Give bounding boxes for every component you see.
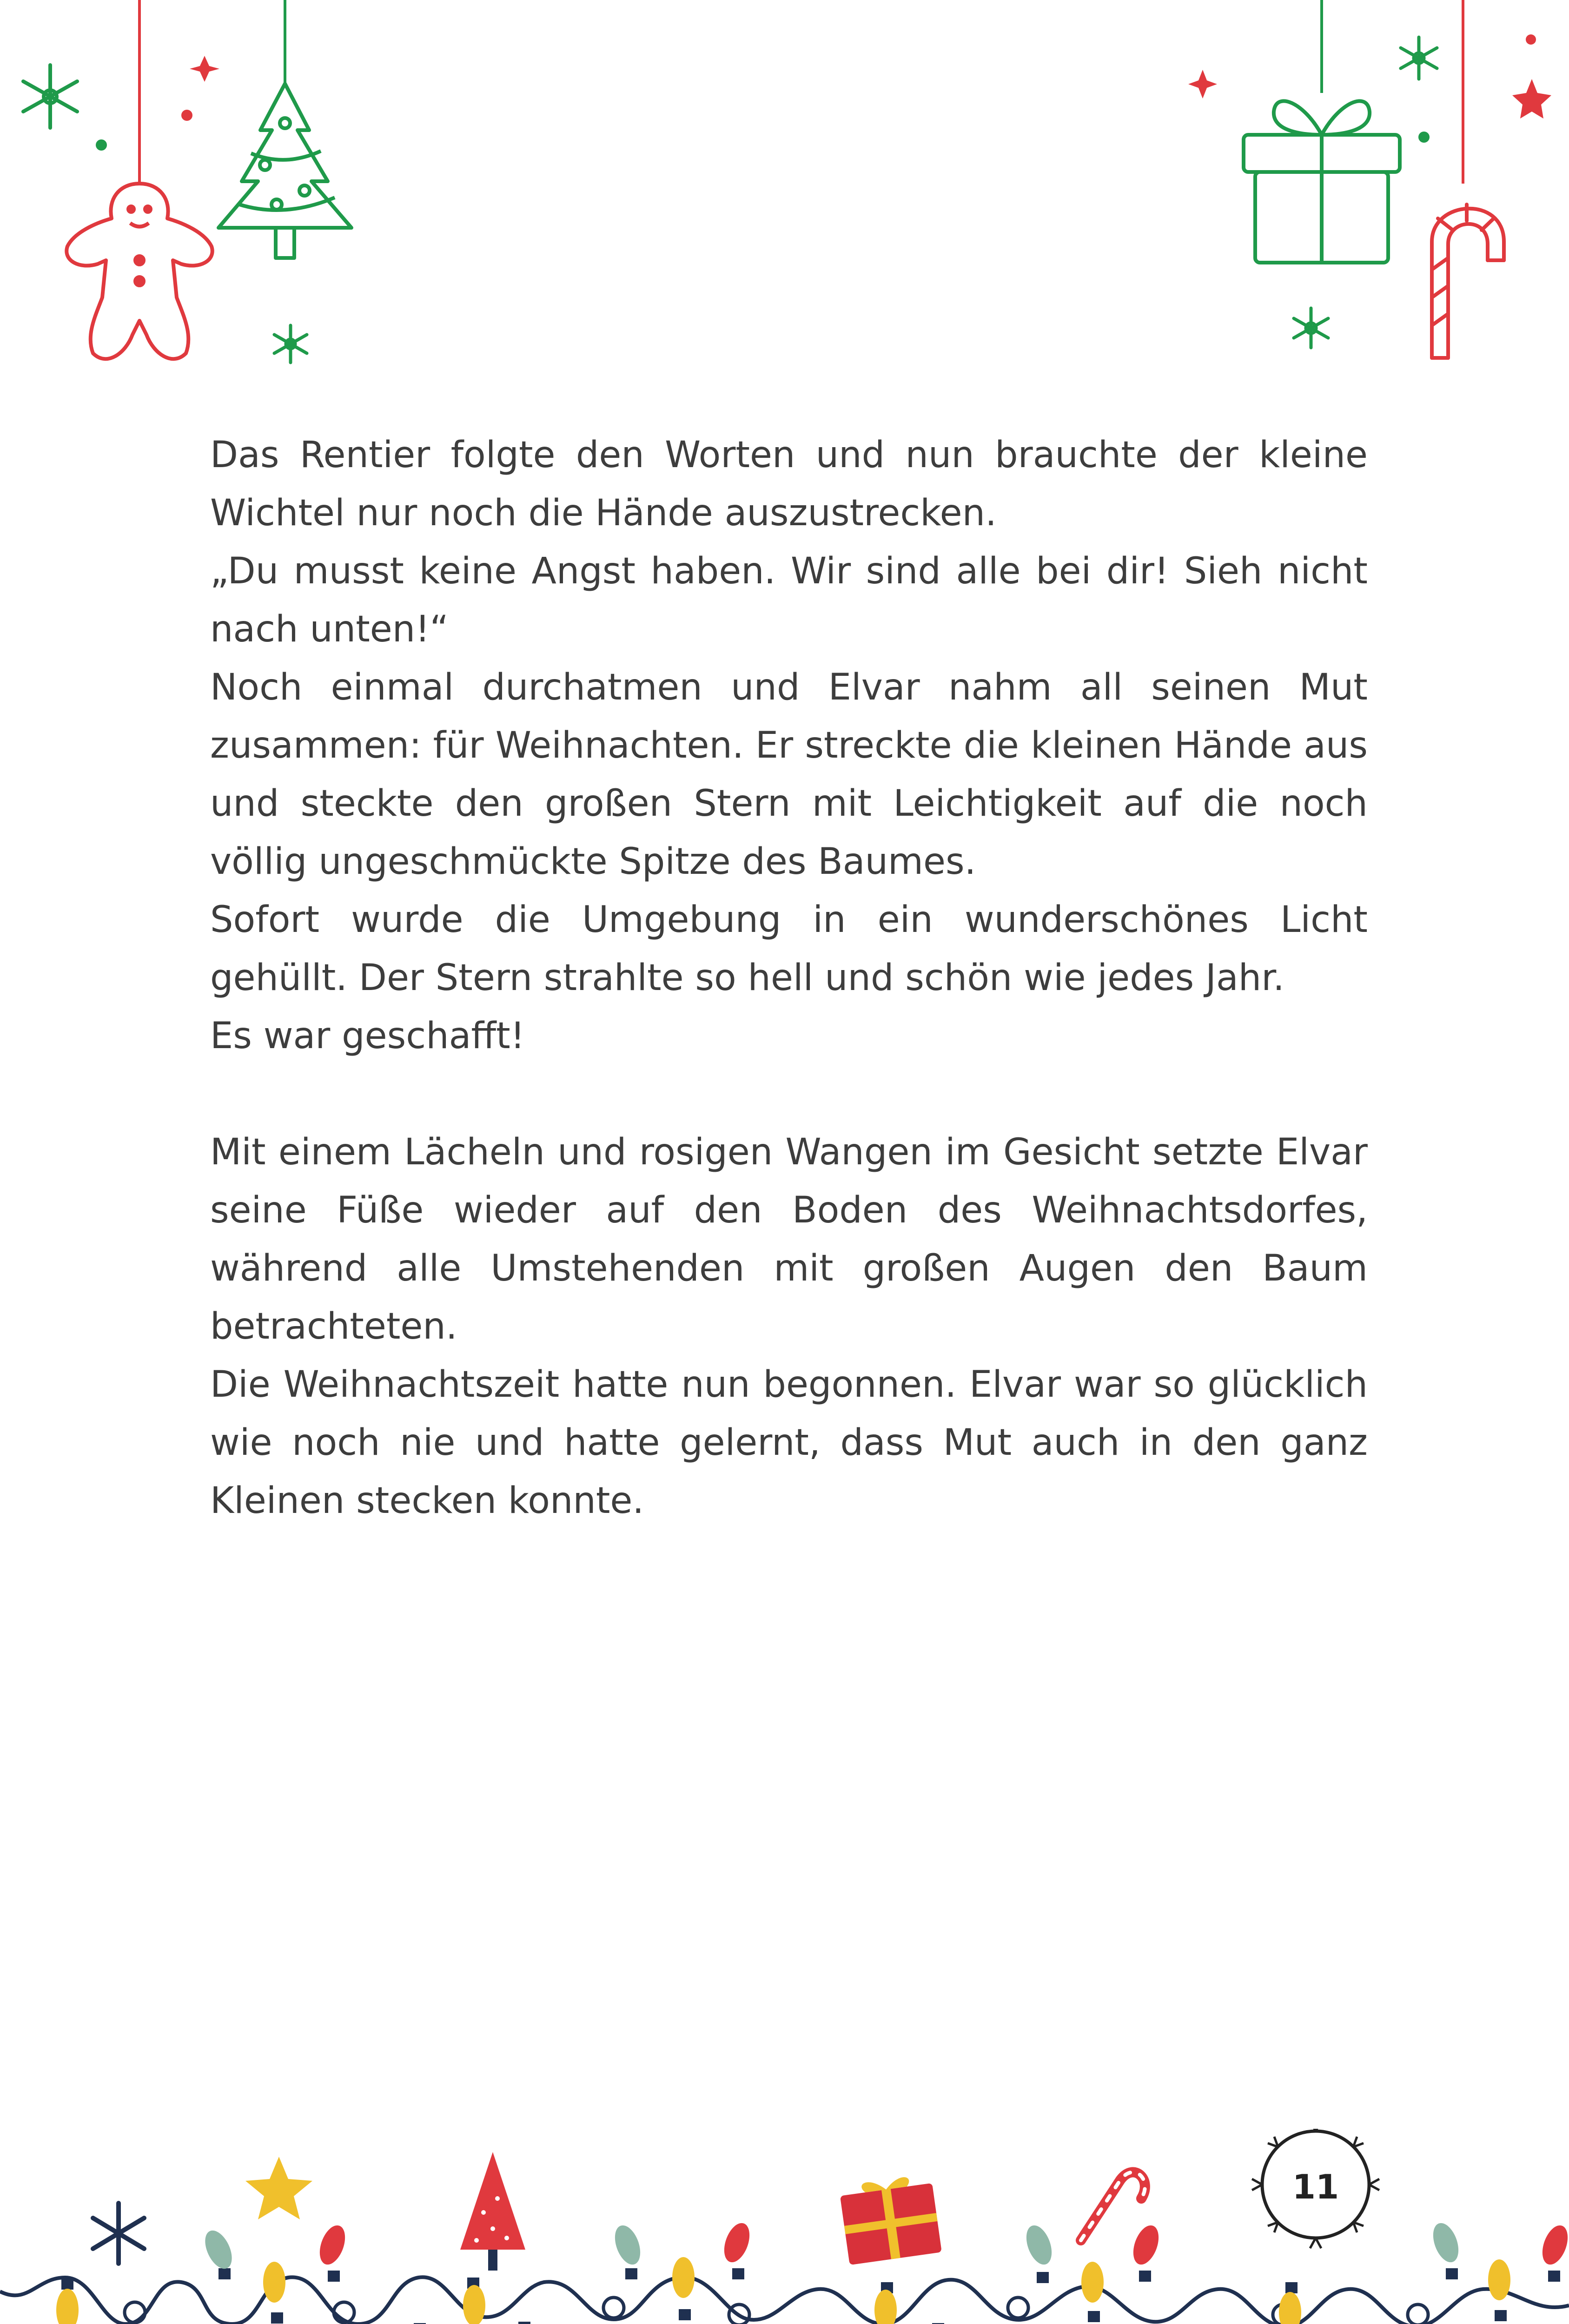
christmas-tree-icon <box>460 2152 525 2271</box>
story-paragraph: Die Weihnachtszeit hatte nun begonnen. Elvar war so glücklich wie noch nie und hatte gelernt, dass Mut auch in den ganz Kleinen stecken konnte. <box>210 1364 1368 1522</box>
dot-icon <box>1418 132 1430 143</box>
dot-icon <box>181 110 192 121</box>
story-paragraph: Mit einem Lächeln und rosigen Wangen im Gesicht setzte Elvar seine Füße wieder auf den Boden des Weihnachtsdorfes, während alle Umstehenden mit großen Augen den Baum betrachteten. <box>210 1131 1368 1347</box>
gift-box-icon <box>839 2173 942 2265</box>
story-paragraph: Sofort wurde die Umgebung in ein wunderschönes Licht gehüllt. Der Stern strahlte so hell und schön wie jedes Jahr. <box>210 899 1368 999</box>
story-paragraph: Noch einmal durchatmen und Elvar nahm all seinen Mut zusammen: für Weihnachten. Er streckte die kleinen Hände aus und steckte den großen Stern mit Leichtigkeit auf die noch völlig ungeschmückte Spitze des Baumes. <box>210 667 1368 883</box>
star-icon <box>1188 70 1217 99</box>
top-left-ornaments <box>0 0 418 381</box>
candy-cane-icon <box>1081 2172 1145 2240</box>
story-text <box>210 426 1368 1530</box>
dot-icon <box>96 139 107 151</box>
dot-icon <box>1526 34 1536 45</box>
snowflake-icon <box>1294 308 1328 348</box>
paragraph-spacer <box>210 1065 1368 1123</box>
snowflake-icon <box>93 2203 144 2264</box>
christmas-tree-ornament-icon <box>218 84 351 258</box>
bottom-garland <box>0 2129 1569 2324</box>
gift-box-ornament-icon <box>1244 101 1400 263</box>
story-paragraph: „Du musst keine Angst haben. Wir sind alle bei dir! Sieh nicht nach unten!“ <box>210 550 1368 650</box>
top-right-ornaments <box>1151 0 1569 381</box>
light-bulb-icon <box>56 2219 1569 2324</box>
gingerbread-man-icon <box>66 184 212 359</box>
snowflake-icon <box>1401 37 1437 79</box>
star-icon <box>1512 79 1551 119</box>
star-icon <box>245 2157 312 2219</box>
snowflake-icon <box>274 325 307 363</box>
star-icon <box>190 56 219 82</box>
story-paragraph: Es war geschafft! <box>210 1015 525 1057</box>
candy-cane-icon <box>1432 205 1504 358</box>
page-number: 11 <box>1292 2167 1339 2206</box>
snowflake-icon <box>23 65 77 128</box>
string-lights-garland <box>0 2277 1569 2324</box>
story-paragraph: Das Rentier folgte den Worten und nun brauchte der kleine Wichtel nur noch die Hände auszustrecken. <box>210 434 1368 534</box>
